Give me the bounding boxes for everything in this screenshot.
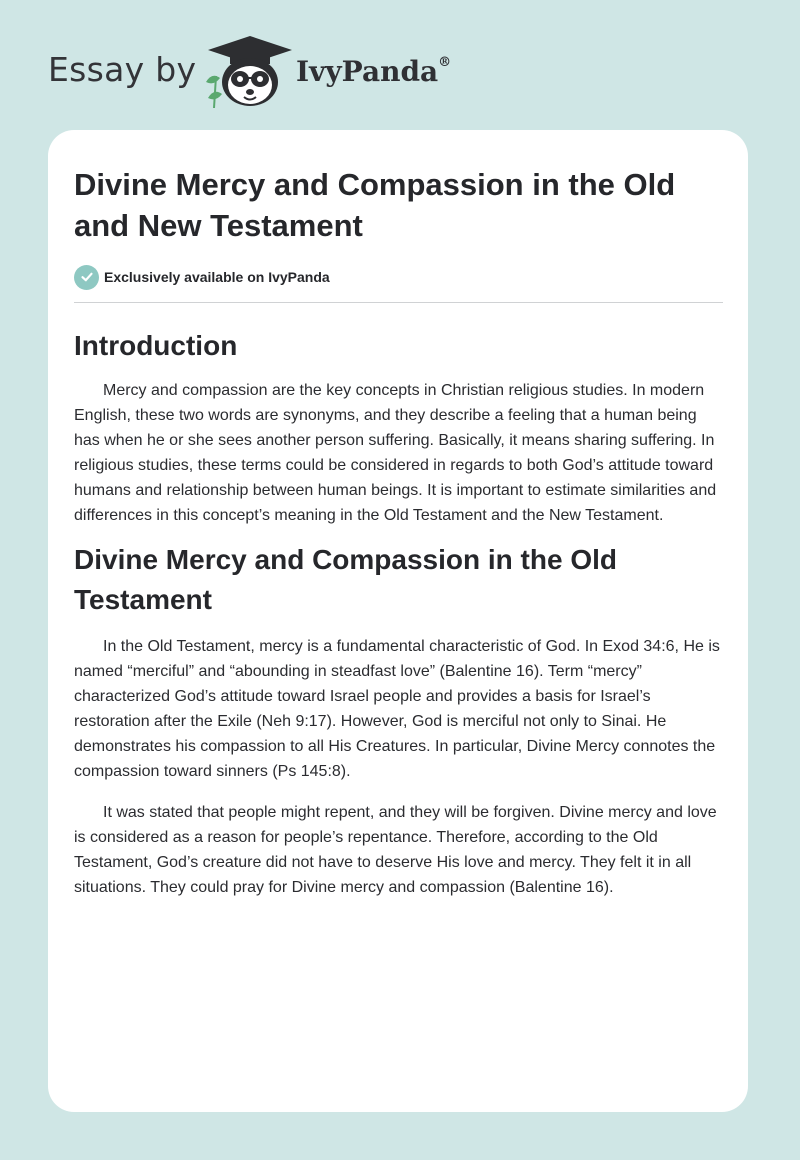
page-title: Divine Mercy and Compassion in the Old and New Testament [74, 167, 676, 243]
brand-text: IvyPanda [296, 55, 439, 88]
exclusive-badge [74, 264, 330, 290]
site-header [0, 0, 800, 130]
essay-body [74, 326, 726, 900]
registered-mark: ® [438, 54, 452, 70]
paragraph: In the Old Testament, mercy is a fundamental characteristic of God. In Exod 34:6, He is named “merciful” and “abounding in steadfast love” (Balentine 16). Term “mercy” characterized God’s attitude toward Israel people and provides a basis for Israel’s restoration after the Exile (Neh 9:17). However, God is merciful not only to Sinai. He demonstrates his compassion to all His Creatures. In particular, Divine Mercy connotes the compassion toward sinners (Ps 145:8). [74, 638, 720, 780]
paragraph: Mercy and compassion are the key concepts in Christian religious studies. In modern English, these two words are synonyms, and they describe a feeling that a human being has when he or she sees another person suffering. Basically, it means sharing suffering. In religious studies, these terms could be considered in regards to both God’s attitude toward humans and relationship between human beings. It is important to estimate similarities and differences in this concept’s meaning in the Old Testament and the New Testament. [74, 382, 717, 524]
section-heading-old-testament: Divine Mercy and Compassion in the Old Testament [74, 544, 617, 615]
panda-graduate-logo-icon[interactable] [200, 32, 300, 112]
title-divider [74, 302, 723, 303]
section-heading-introduction: Introduction [74, 330, 238, 361]
paragraph: It was stated that people might repent, and they will be forgiven. Divine mercy and love is considered as a reason for people’s repentance. Therefore, according to the Old Testament, God’s creature did not have to deserve His love and mercy. They felt it in all situations. They could pray for Divine mercy and compassion (Balentine 16). [74, 804, 717, 896]
check-circle-icon [74, 265, 99, 290]
essay-card [48, 130, 748, 1112]
brand-name[interactable] [296, 55, 451, 88]
exclusive-badge-label: Exclusively available on IvyPanda [104, 269, 330, 285]
essay-by-label: Essay by [48, 50, 197, 89]
